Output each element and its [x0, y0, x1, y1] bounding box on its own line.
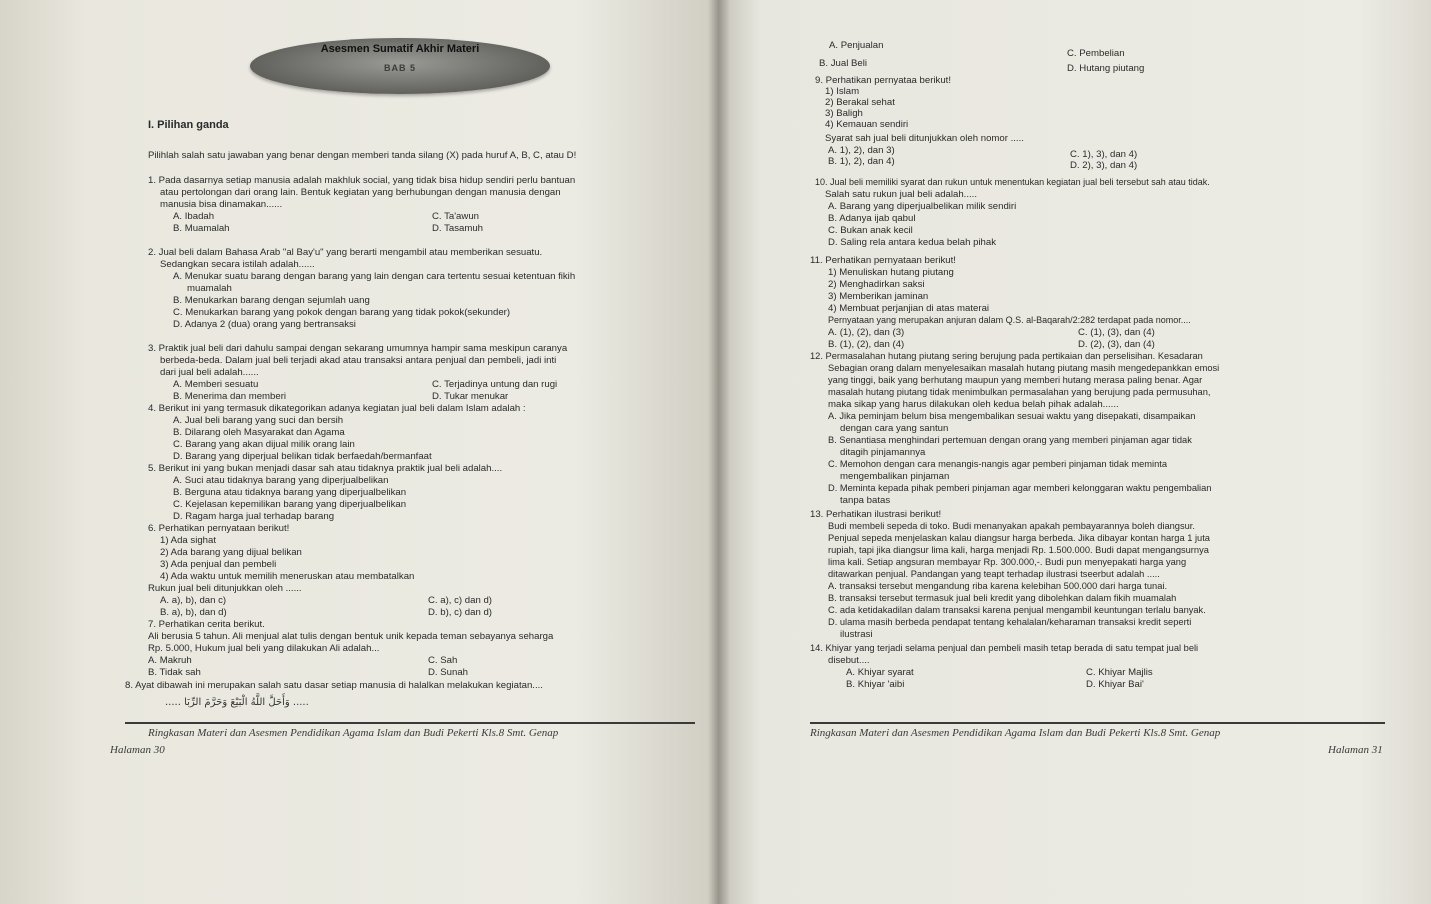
question-10-prompt: Salah satu rukun jual beli adalah.....	[825, 189, 978, 200]
option-a[interactable]: A. Suci atau tidaknya barang yang diperjualbelikan	[173, 475, 389, 486]
statement-1: 1) Menuliskan hutang piutang	[828, 267, 954, 278]
question-13-text: rupiah, tapi jika diangsur lima kali, harga menjadi Rp. 1.500.000. Budi dapat mengangsurnya	[828, 545, 1209, 555]
option-b[interactable]: B. Tidak sah	[148, 667, 201, 678]
option-c[interactable]: C. Memohon dengan cara menangis-nangis agar pemberi pinjaman tidak meminta	[828, 459, 1168, 469]
question-13: 13. Perhatikan ilustrasi berikut!	[810, 509, 942, 520]
option-a[interactable]: A. a), b), dan c)	[160, 595, 227, 606]
option-a[interactable]: A. (1), (2), dan (3)	[828, 327, 905, 338]
statement-4: 4) Membuat perjanjian di atas materai	[828, 303, 990, 314]
option-c[interactable]: C. Bukan anak kecil	[828, 225, 913, 236]
option-d-cont: tanpa batas	[840, 495, 891, 506]
option-c[interactable]: C. (1), (3), dan (4)	[1078, 327, 1155, 338]
option-b[interactable]: B. Muamalah	[173, 223, 230, 234]
option-a[interactable]: A. Makruh	[148, 655, 192, 666]
option-c[interactable]: C. a), c) dan d)	[428, 595, 492, 606]
question-1-text: manusia bisa dinamakan......	[160, 199, 283, 210]
option-c[interactable]: C. Pembelian	[1067, 48, 1125, 59]
question-7-text: Rp. 5.000, Hukum jual beli yang dilakukan Ali adalah...	[148, 643, 380, 654]
question-12-text: maka sikap yang harus dilakukan oleh kedua belah pihak adalah......	[828, 399, 1119, 410]
option-d[interactable]: D. Barang yang diperjual belikan tidak berfaedah/bermanfaat	[173, 451, 432, 462]
option-d[interactable]: D. Ragam harga jual terhadap barang	[173, 511, 335, 522]
question-9-prompt: Syarat sah jual beli ditunjukkan oleh nomor .....	[825, 133, 1024, 144]
option-d[interactable]: D. b), c) dan d)	[428, 607, 492, 618]
question-9: 9. Perhatikan pernyataa berikut!	[815, 75, 951, 86]
question-12-text: Sebagian orang dalam menyelesaikan masalah hutang piutang masih mengedepankkan emosi	[828, 363, 1220, 373]
option-d[interactable]: D. Tukar menukar	[432, 391, 509, 402]
option-d-cont: ilustrasi	[840, 629, 873, 640]
option-a[interactable]: A. Ibadah	[173, 211, 215, 222]
statement-2: 2) Berakal sehat	[825, 97, 895, 108]
question-3-text: berbeda-beda. Dalam jual beli terjadi akad atau transaksi antara penjual dan pembeli, jadi inti	[160, 355, 557, 366]
option-c[interactable]: C. Ta'awun	[432, 211, 479, 222]
option-c[interactable]: C. Menukarkan barang yang pokok dengan barang yang tidak pokok(sekunder)	[173, 307, 511, 318]
question-4: 4. Berikut ini yang termasuk dikategorikan adanya kegiatan jual beli dalam Islam adalah :	[148, 403, 526, 414]
statement-3: 3) Memberikan jaminan	[828, 291, 929, 302]
option-c[interactable]: C. Kejelasan kepemilikan barang yang diperjualbelikan	[173, 499, 407, 510]
footer-divider	[125, 722, 695, 724]
question-3: 3. Praktik jual beli dari dahulu sampai dengan sekarang umumnya hampir sama meskipun caranya	[148, 343, 568, 354]
question-7-text: Ali berusia 5 tahun. Ali menjual alat tulis dengan bentuk unik kepada teman sebayanya seharga	[148, 631, 554, 642]
question-6: 6. Perhatikan pernyataan berikut!	[148, 523, 290, 534]
option-b[interactable]: B. Dilarang oleh Masyarakat dan Agama	[173, 427, 345, 438]
statement-4: 4) Ada waktu untuk memilih meneruskan atau membatalkan	[160, 571, 415, 582]
option-d[interactable]: D. ulama masih berbeda pendapat tentang kehalalan/keharaman transaksi kredit seperti	[828, 617, 1192, 627]
question-11-prompt: Pernyataan yang merupakan anjuran dalam Q.S. al-Baqarah/2:282 terdapat pada nomor....	[828, 315, 1191, 325]
question-14-text: disebut....	[828, 655, 870, 666]
option-b[interactable]: B. Menukarkan barang dengan sejumlah uang	[173, 295, 370, 306]
option-b[interactable]: B. Berguna atau tidaknya barang yang diperjualbelikan	[173, 487, 407, 498]
option-b[interactable]: B. transaksi tersebut termasuk jual beli kredit yang dibolehkan dalam fikih muamalah	[828, 593, 1177, 603]
question-13-text: Budi membeli sepeda di toko. Budi menanyakan apakah pembayarannya boleh diangsur.	[828, 521, 1195, 531]
question-14: 14. Khiyar yang terjadi selama penjual dan pembeli masih tetap berada di satu tempat jual beli	[810, 643, 1199, 653]
option-b[interactable]: B. Adanya ijab qabul	[828, 213, 916, 224]
statement-1: 1) Islam	[825, 86, 860, 97]
statement-2: 2) Ada barang yang dijual belikan	[160, 547, 302, 558]
option-b[interactable]: B. Jual Beli	[819, 58, 867, 69]
option-a-cont: muamalah	[187, 283, 232, 294]
option-a[interactable]: A. Jual beli barang yang suci dan bersih	[173, 415, 344, 426]
option-d[interactable]: D. (2), (3), dan (4)	[1078, 339, 1155, 350]
option-a-cont: dengan cara yang santun	[840, 423, 949, 434]
question-1: 1. Pada dasarnya setiap manusia adalah makhluk social, yang tidak bisa hidup sendiri perlu bantuan	[148, 175, 576, 186]
option-d[interactable]: D. Meminta kepada pihak pemberi pinjaman agar memberi kelonggaran waktu pengembalian	[828, 483, 1212, 493]
option-b[interactable]: B. a), b), dan d)	[160, 607, 227, 618]
question-5: 5. Berikut ini yang bukan menjadi dasar sah atau tidaknya praktik jual beli adalah....	[148, 463, 503, 474]
option-d[interactable]: D. Saling rela antara kedua belah pihak	[828, 237, 997, 248]
option-a[interactable]: A. Menukar suatu barang dengan barang yang lain dengan cara tertentu sesuai ketentuan fikih	[173, 271, 576, 282]
option-b[interactable]: B. Khiyar 'aibi	[846, 679, 905, 690]
option-d[interactable]: D. Tasamuh	[432, 223, 484, 234]
page-number: Halaman 30	[110, 744, 165, 756]
question-12-text: masalah hutang piutang tidak menimbulkan permasalahan yang berujung pada permusuhan,	[828, 387, 1211, 397]
option-c-cont: mengembalikan pinjaman	[840, 471, 950, 482]
option-b[interactable]: B. Menerima dan memberi	[173, 391, 287, 402]
option-c[interactable]: C. Terjadinya untung dan rugi	[432, 379, 558, 390]
section-title: I. Pilihan ganda	[148, 119, 229, 131]
option-c[interactable]: C. ada ketidakadilan dalam transaksi karena penjual mengambil keuntungan terlalu banyak.	[828, 605, 1206, 615]
question-13-text: ditawarkan penjual. Pandangan yang teapt terhadap ilustrasi tseerbut adalah .....	[828, 569, 1160, 579]
option-b-cont: ditagih pinjamannya	[840, 447, 926, 458]
option-a[interactable]: A. Barang yang diperjualbelikan milik sendiri	[828, 201, 1017, 212]
statement-1: 1) Ada sighat	[160, 535, 217, 546]
option-d[interactable]: D. Hutang piutang	[1067, 63, 1145, 74]
option-a[interactable]: A. transaksi tersebut mengandung riba karena kelebihan 500.000 dari harga tunai.	[828, 581, 1168, 591]
question-12-text: yang tinggi, baik yang berhutang maupun yang memberi hutang merasa paling benar. Agar	[828, 375, 1203, 385]
question-3-text: dari jual beli adalah......	[160, 367, 259, 378]
option-b[interactable]: B. Senantiasa menghindari pertemuan dengan orang yang memberi pinjaman agar tidak	[828, 435, 1192, 445]
option-c[interactable]: C. Khiyar Majlis	[1086, 667, 1153, 678]
option-d[interactable]: D. Khiyar Bai'	[1086, 679, 1144, 690]
question-7: 7. Perhatikan cerita berikut.	[148, 619, 265, 630]
option-a[interactable]: A. Khiyar syarat	[846, 667, 914, 678]
option-d[interactable]: D. Adanya 2 (dua) orang yang bertransaksi	[173, 319, 356, 330]
question-11: 11. Perhatikan pernyataan berikut!	[810, 255, 956, 266]
page-footer: Ringkasan Materi dan Asesmen Pendidikan Agama Islam dan Budi Pekerti Kls.8 Smt. Genap	[148, 727, 559, 739]
option-c[interactable]: C. Barang yang akan dijual milik orang lain	[173, 439, 355, 450]
assessment-title: Asesmen Sumatif Akhir Materi	[320, 43, 480, 55]
option-b[interactable]: B. 1), 2), dan 4)	[828, 156, 895, 167]
page-number: Halaman 31	[1328, 744, 1383, 756]
footer-divider	[810, 722, 1385, 724]
question-6-prompt: Rukun jual beli ditunjukkan oleh ......	[148, 583, 302, 594]
option-c[interactable]: C. 1), 3), dan 4)	[1070, 149, 1138, 160]
option-a[interactable]: A. Memberi sesuatu	[173, 379, 259, 390]
book-gutter	[708, 0, 730, 904]
question-1-text: atau pertolongan dari orang lain. Bentuk kegiatan yang berhubungan dengan manusia dengan	[160, 187, 561, 198]
option-d[interactable]: D. 2), 3), dan 4)	[1070, 160, 1138, 171]
question-12: 12. Permasalahan hutang piutang sering berujung pada pertikaian dan perselisihan. Kesadaran	[810, 351, 1203, 361]
option-a[interactable]: A. Penjualan	[829, 40, 884, 51]
option-c[interactable]: C. Sah	[428, 655, 458, 666]
statement-3: 3) Ada penjual dan pembeli	[160, 559, 277, 570]
statement-4: 4) Kemauan sendiri	[825, 119, 909, 130]
question-13-text: Penjual sepeda menjelaskan kalau diangsur harga berbeda. Jika dibayar kontan harga 1 juta	[828, 533, 1210, 543]
page-right	[718, 0, 1431, 904]
section-instruction: Pilihlah salah satu jawaban yang benar dengan memberi tanda silang (X) pada huruf A, B, C, atau D!	[148, 150, 577, 161]
option-b[interactable]: B. (1), (2), dan (4)	[828, 339, 905, 350]
question-10: 10. Jual beli memiliki syarat dan rukun untuk menentukan kegiatan jual beli tersebut sah atau tidak.	[815, 177, 1210, 187]
option-a[interactable]: A. 1), 2), dan 3)	[828, 145, 895, 156]
page-footer: Ringkasan Materi dan Asesmen Pendidikan Agama Islam dan Budi Pekerti Kls.8 Smt. Genap	[810, 727, 1221, 739]
statement-2: 2) Menghadirkan saksi	[828, 279, 925, 290]
option-a[interactable]: A. Jika peminjam belum bisa mengembalikan sesuai waktu yang disepakati, disampaikan	[828, 411, 1196, 421]
question-13-text: lima kali. Setiap angsuran membayar Rp. 300.000,-. Budi pun menyepakati harga yang	[828, 557, 1187, 567]
chapter-label: BAB 5	[383, 63, 416, 73]
question-2: 2. Jual beli dalam Bahasa Arab "al Bay'u" yang berarti mengambil atau memberikan sesuatu.	[148, 247, 543, 258]
quran-verse: ..... وَأَحَلَّ اللَّهُ الْبَيْعَ وَحَرَّمَ الرِّبَا .....	[165, 697, 309, 708]
question-2-text: Sedangkan secara istilah adalah......	[160, 259, 315, 270]
question-8: 8. Ayat dibawah ini merupakan salah satu dasar setiap manusia di halalkan melakukan kegiatan....	[125, 680, 543, 691]
statement-3: 3) Baligh	[825, 108, 863, 119]
option-d[interactable]: D. Sunah	[428, 667, 469, 678]
